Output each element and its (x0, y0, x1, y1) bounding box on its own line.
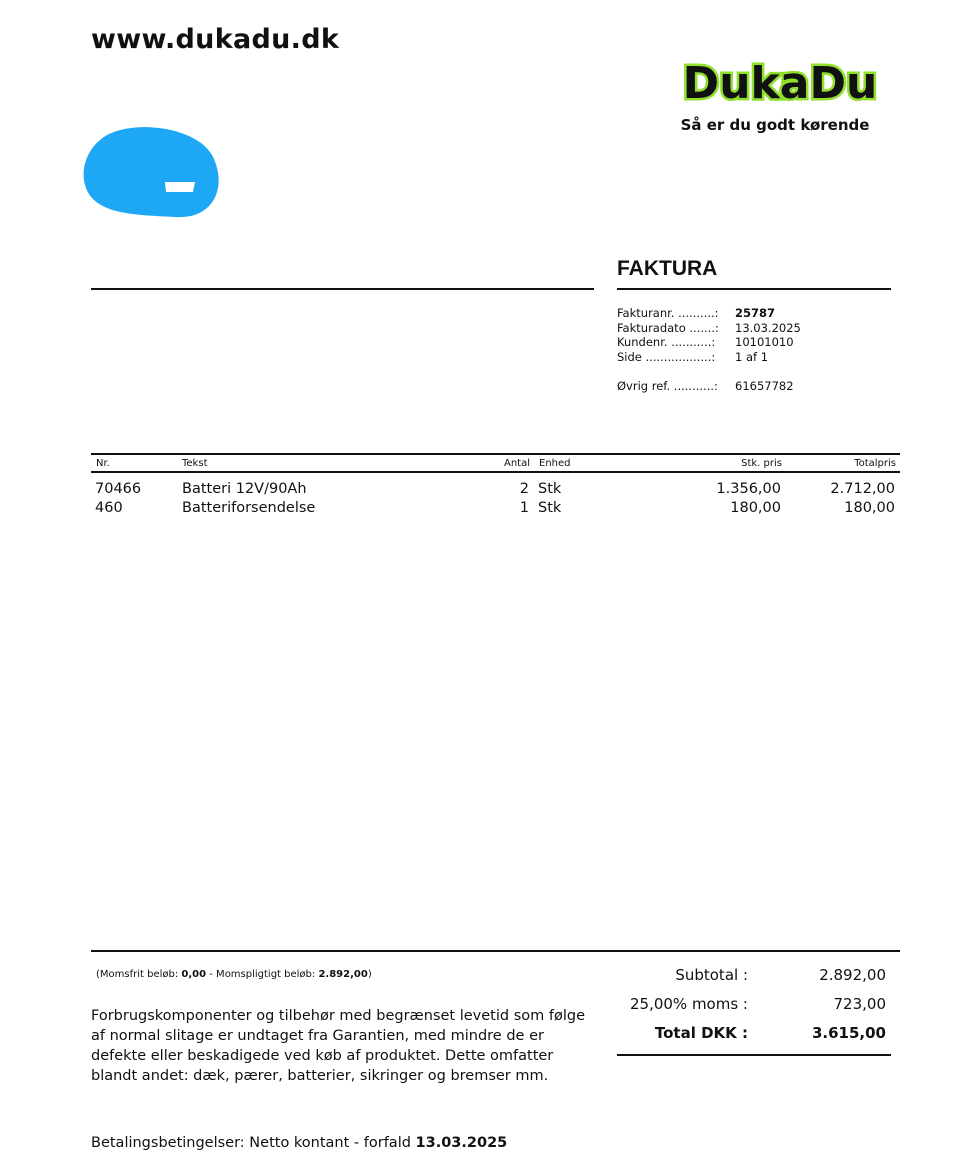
totals-rule (617, 1054, 891, 1056)
address-divider (91, 288, 594, 290)
cell-nr: 460 (95, 500, 123, 516)
total-label: Total DKK : (654, 1024, 748, 1042)
col-header-nr: Nr. (96, 458, 110, 469)
subtotal-value: 2.892,00 (819, 966, 886, 984)
meta-value: 61657782 (735, 378, 794, 393)
cell-nr: 70466 (95, 481, 142, 497)
warranty-disclaimer: Forbrugskomponenter og tilbehør med begrænset levetid som følge af normal slitage er undtaget fra Garantien, med mindre de er defekte eller beskadigede ved køb af produktet. Dette omfatter blandt andet: dæk, pærer, batterier, sikringer og bremser mm. (91, 1008, 585, 1084)
title-divider (617, 288, 891, 290)
cell-stk-pris: 180,00 (730, 500, 781, 516)
invoice-title: FAKTURA (617, 257, 718, 280)
redaction-scribble (80, 120, 225, 225)
cell-totalpris: 180,00 (844, 500, 895, 516)
cell-antal: 2 (519, 481, 529, 497)
vat-value: 723,00 (833, 995, 886, 1013)
invoice-meta (617, 306, 801, 394)
meta-row-page (617, 350, 801, 365)
meta-row-invoice-number (617, 306, 801, 321)
site-url[interactable]: www.dukadu.dk (91, 24, 340, 55)
vat-basis-note: (Momsfrit beløb: 0,00 - Momspligtigt beløb: 2.892,00) (96, 969, 372, 980)
vat-label: 25,00% moms : (629, 995, 748, 1013)
svg-text:Så er du godt kørende: Så er du godt kørende (680, 116, 870, 134)
cell-stk-pris: 1.356,00 (716, 481, 781, 497)
meta-value: 1 af 1 (735, 349, 769, 364)
dukadu-logo (680, 58, 880, 138)
meta-label: Fakturanr. ..........: (617, 306, 719, 320)
meta-label: Øvrig ref. ...........: (617, 378, 718, 393)
meta-label: Kundenr. ...........: (617, 335, 716, 350)
meta-value: 13.03.2025 (735, 320, 801, 335)
col-header-stk-pris: Stk. pris (741, 458, 782, 469)
meta-row-invoice-date (617, 321, 801, 336)
table-top-rule (91, 453, 900, 455)
col-header-antal: Antal (503, 458, 530, 469)
cell-enhed: Stk (538, 500, 562, 516)
subtotal-label: Subtotal : (675, 966, 748, 984)
payment-terms: Betalingsbetingelser: Netto kontant - forfald 13.03.2025 (91, 1135, 508, 1151)
meta-label: Fakturadato .......: (617, 320, 719, 335)
col-header-tekst: Tekst (182, 458, 208, 469)
col-header-enhed: Enhed (539, 458, 571, 469)
svg-text:DukaDu: DukaDu (682, 58, 878, 109)
meta-row-other-ref (617, 379, 801, 394)
cell-antal: 1 (519, 500, 529, 516)
footer-top-rule (91, 950, 900, 952)
cell-enhed: Stk (538, 481, 562, 497)
meta-row-customer-number (617, 335, 801, 350)
cell-tekst: Batteri 12V/90Ah (182, 481, 307, 497)
col-header-totalpris: Totalpris (854, 458, 896, 469)
table-header-rule (91, 471, 900, 473)
cell-totalpris: 2.712,00 (830, 481, 895, 497)
cell-tekst: Batteriforsendelse (182, 500, 316, 516)
meta-label: Side ..................: (617, 349, 716, 364)
meta-value: 10101010 (735, 335, 794, 350)
meta-value: 25787 (735, 306, 776, 320)
total-value: 3.615,00 (811, 1024, 886, 1042)
